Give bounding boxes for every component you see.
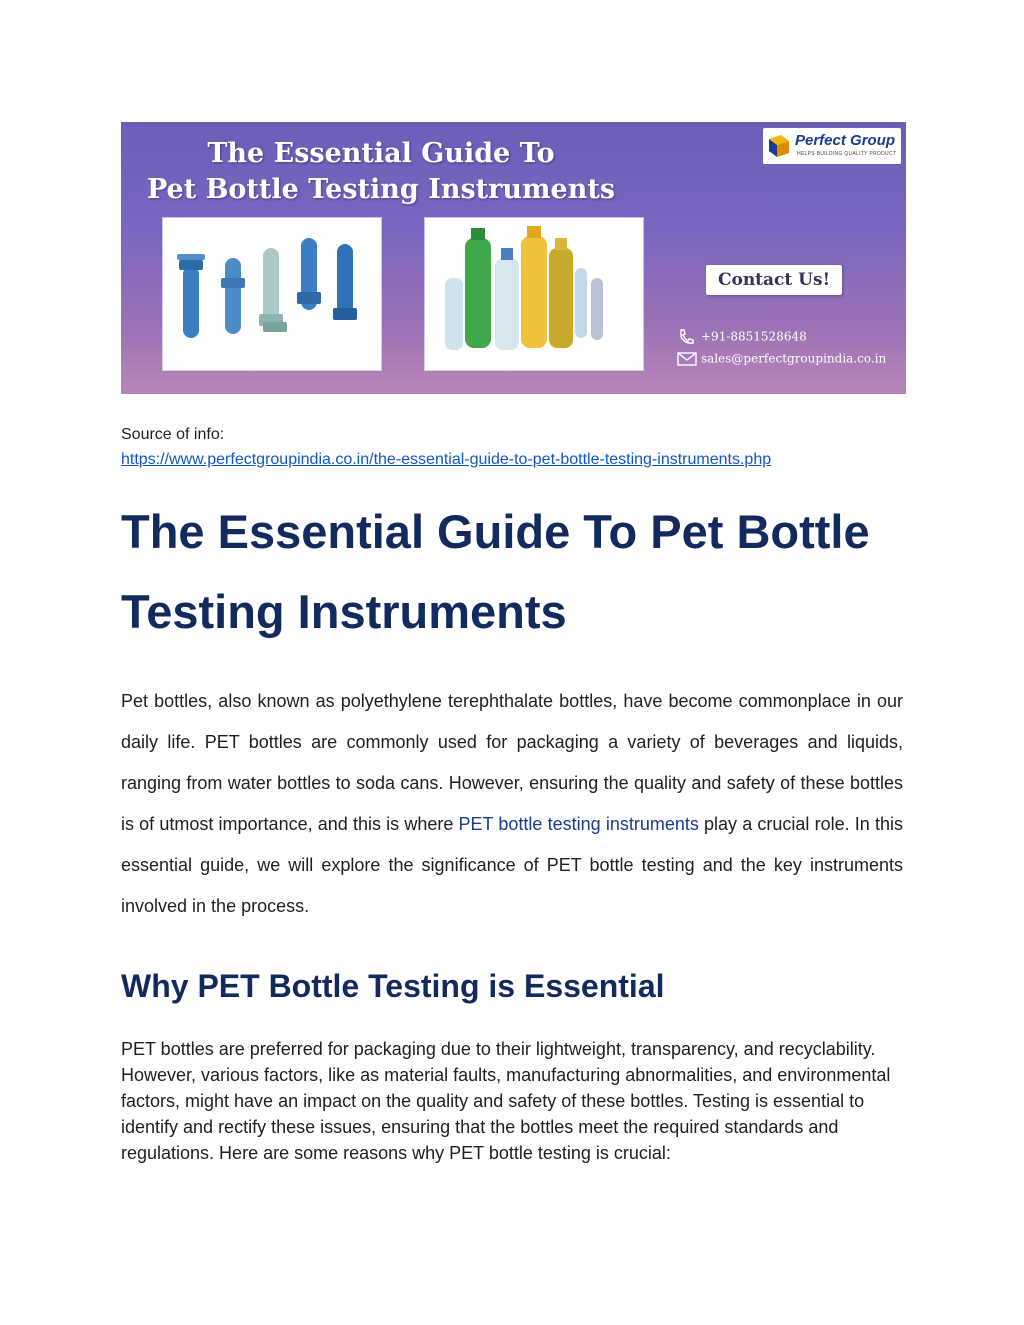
intro-paragraph [121,681,903,927]
logo-tagline: HELPS BUILDING QUALITY PRODUCT [797,151,897,157]
source-link[interactable]: https://www.perfectgroupindia.co.in/the-essential-guide-to-pet-bottle-testing-instruments.php [121,451,772,468]
pet-bottle-testing-link[interactable]: PET bottle testing instruments [458,814,699,834]
logo-mark-icon [767,133,791,159]
preforms-illustration [163,218,381,370]
phone-icon [677,329,697,345]
banner-email [677,348,886,368]
preforms-photo [163,218,381,370]
section-heading: Why PET Bottle Testing is Essential [121,968,665,1004]
email-address: sales@perfectgroupindia.co.in [701,351,887,366]
logo-name: Perfect Group [795,132,896,149]
phone-number: +91-8851528648 [701,329,807,344]
banner-image [121,122,906,394]
contact-us-button: Contact Us! [706,265,842,295]
banner-phone [677,326,807,346]
bottles-illustration [425,218,643,370]
mail-icon [677,351,697,367]
source-label: Source of info: [121,426,225,443]
banner-title [121,136,641,208]
article-title: The Essential Guide To Pet Bottle Testing Instruments [121,505,870,638]
section-paragraph: PET bottles are preferred for packaging due to their lightweight, transparency, and recyclability. However, various factors, like as material faults, manufacturing abnormalities, and environmental factors, might have an impact on the quality and safety of these bottles. Testing is essential to identify and rectify these issues, ensuring that the bottles meet the required standards and regulations. Here are some reasons why PET bottle testing is crucial: [121,1039,891,1163]
intro-text-after: play a crucial role. In this essential guide, we will explore the significance of PET bottle testing and the key instruments involved in the process. [121,814,903,916]
banner-title-line2: Pet Bottle Testing Instruments [146,174,616,205]
intro-text-before: Pet bottles, also known as polyethylene terephthalate bottles, have become commonplace in our daily life. PET bottles are commonly used for packaging a variety of beverages and liquids, ranging from water bottles to soda cans. However, ensuring the quality and safety of these bottles is of utmost importance, and this is where [121,691,903,834]
company-logo [763,128,901,164]
bottles-photo [425,218,643,370]
banner-title-line1: The Essential Guide To [207,138,555,169]
